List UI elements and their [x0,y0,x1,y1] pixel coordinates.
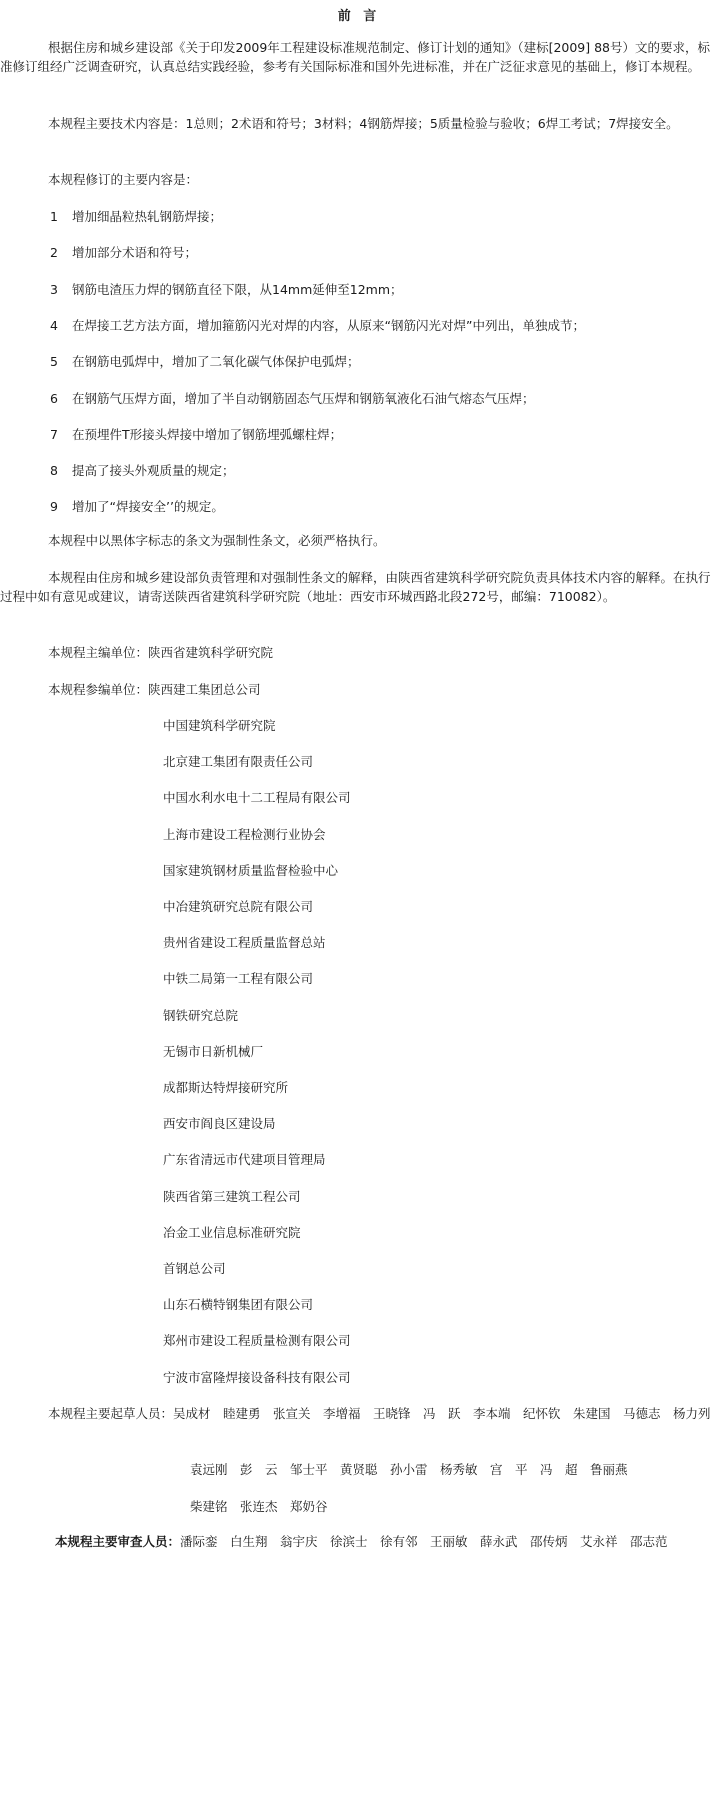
revision-number: 8 [50,463,58,478]
intro-paragraph: 根据住房和城乡建设部《关于印发2009年工程建设标准规范制定、修订计划的通知》（建标[2009] 88号）文的要求，标准修订组经广泛调查研究，认真总结实践经验，参考有关国际标准和国外先进标准，并在广泛征求意见的基础上，修订本规程。 [0,40,711,74]
revision-number: 5 [50,354,58,369]
revision-item [50,207,222,226]
participating-unit: 冶金工业信息标准研究院 [163,1225,301,1240]
revision-text: 在钢筋电弧焊中，增加了二氧化碳气体保护电弧焊； [72,354,360,369]
participating-unit: 中国水利水电十二工程局有限公司 [163,790,351,805]
revision-text: 在钢筋气压焊方面，增加了半自动钢筋固态气压焊和钢筋氧液化石油气熔态气压焊； [72,391,535,406]
revision-number: 1 [50,209,58,224]
participating-unit: 中铁二局第一工程有限公司 [163,971,314,986]
revision-number: 3 [50,282,58,297]
revision-number: 6 [50,391,58,406]
participating-unit: 中冶建筑研究总院有限公司 [163,899,314,914]
participating-unit: 无锡市日新机械厂 [163,1044,264,1059]
reviewers-label: 本规程主要审查人员： [55,1534,181,1549]
revision-item [50,425,342,444]
reviewers-paragraph [0,1532,712,1552]
revision-text: 增加了“焊接安全’’的规定。 [72,499,224,514]
technical-content-paragraph: 本规程主要技术内容是：1总则；2术语和符号；3材料；4钢筋焊接；5质量检验与验收；6焊工考试；7焊接安全。 [48,116,679,131]
participating-units-label: 本规程参编单位：陕西建工集团总公司 [48,682,261,697]
revision-intro: 本规程修订的主要内容是： [48,172,199,187]
revision-text: 钢筋电渣压力焊的钢筋直径下限，从14mm延伸至12mm； [72,282,403,297]
revision-item [50,352,360,371]
revision-text: 增加细晶粒热轧钢筋焊接； [72,209,223,224]
revision-text: 增加部分术语和符号； [72,245,198,260]
participating-unit: 陕西省第三建筑工程公司 [163,1189,301,1204]
revision-item [50,280,403,299]
drafters-row-2: 袁远刚 彭 云 邹士平 黄贤聪 孙小雷 杨秀敏 宫 平 冯 超 鲁丽燕 [190,1462,628,1477]
participating-unit: 首钢总公司 [163,1261,226,1276]
revision-number: 4 [50,318,58,333]
management-paragraph: 本规程由住房和城乡建设部负责管理和对强制性条文的解释，由陕西省建筑科学研究院负责具体技术内容的解释。在执行过程中如有意见或建议，请寄送陕西省建筑科学研究院（地址：西安市环城西路北段272号，邮编：710082）。 [0,570,711,604]
revision-item [50,461,235,480]
revision-number: 9 [50,499,58,514]
revision-item [50,497,224,516]
drafters-paragraph: 本规程主要起草人员：吴成材 睦建勇 张宣关 李增福 王晓锋 冯 跃 李本端 纪怀钦 朱建国 马德志 杨力列 [48,1406,711,1421]
page-title: 前 言 [337,9,381,24]
participating-unit: 郑州市建设工程质量检测有限公司 [163,1333,351,1348]
mandatory-note: 本规程中以黑体字标志的条文为强制性条文，必须严格执行。 [48,533,386,548]
participating-unit: 中国建筑科学研究院 [163,718,276,733]
revision-text: 在焊接工艺方法方面，增加箍筋闪光对焊的内容，从原来“钢筋闪光对焊”中列出，单独成节； [72,318,585,333]
participating-unit: 钢铁研究总院 [163,1008,239,1023]
participating-unit: 宁波市富隆焊接设备科技有限公司 [163,1370,351,1385]
revision-item [50,316,585,335]
revision-text: 在预埋件T形接头焊接中增加了钢筋埋弧螺柱焊； [72,427,343,442]
participating-unit: 贵州省建设工程质量监督总站 [163,935,326,950]
revision-item [50,389,535,408]
revision-text: 提高了接头外观质量的规定； [72,463,235,478]
reviewers-names: 潘际銮 白生翔 翁宇庆 徐滨士 徐有邻 王丽敏 薛永武 邵传炳 艾永祥 邵志范 [180,1534,668,1549]
revision-number: 2 [50,245,58,260]
drafters-row-3: 柴建铭 张连杰 郑奶谷 [190,1499,328,1514]
participating-unit: 成都斯达特焊接研究所 [163,1080,289,1095]
chief-editor-unit: 本规程主编单位：陕西省建筑科学研究院 [48,645,274,660]
revision-number: 7 [50,427,58,442]
participating-unit: 北京建工集团有限责任公司 [163,754,314,769]
participating-unit: 国家建筑钢材质量监督检验中心 [163,863,339,878]
participating-unit: 上海市建设工程检测行业协会 [163,827,326,842]
participating-unit: 山东石横特钢集团有限公司 [163,1297,314,1312]
participating-unit: 广东省清远市代建项目管理局 [163,1152,326,1167]
participating-unit: 西安市阎良区建设局 [163,1116,276,1131]
revision-item [50,243,197,262]
